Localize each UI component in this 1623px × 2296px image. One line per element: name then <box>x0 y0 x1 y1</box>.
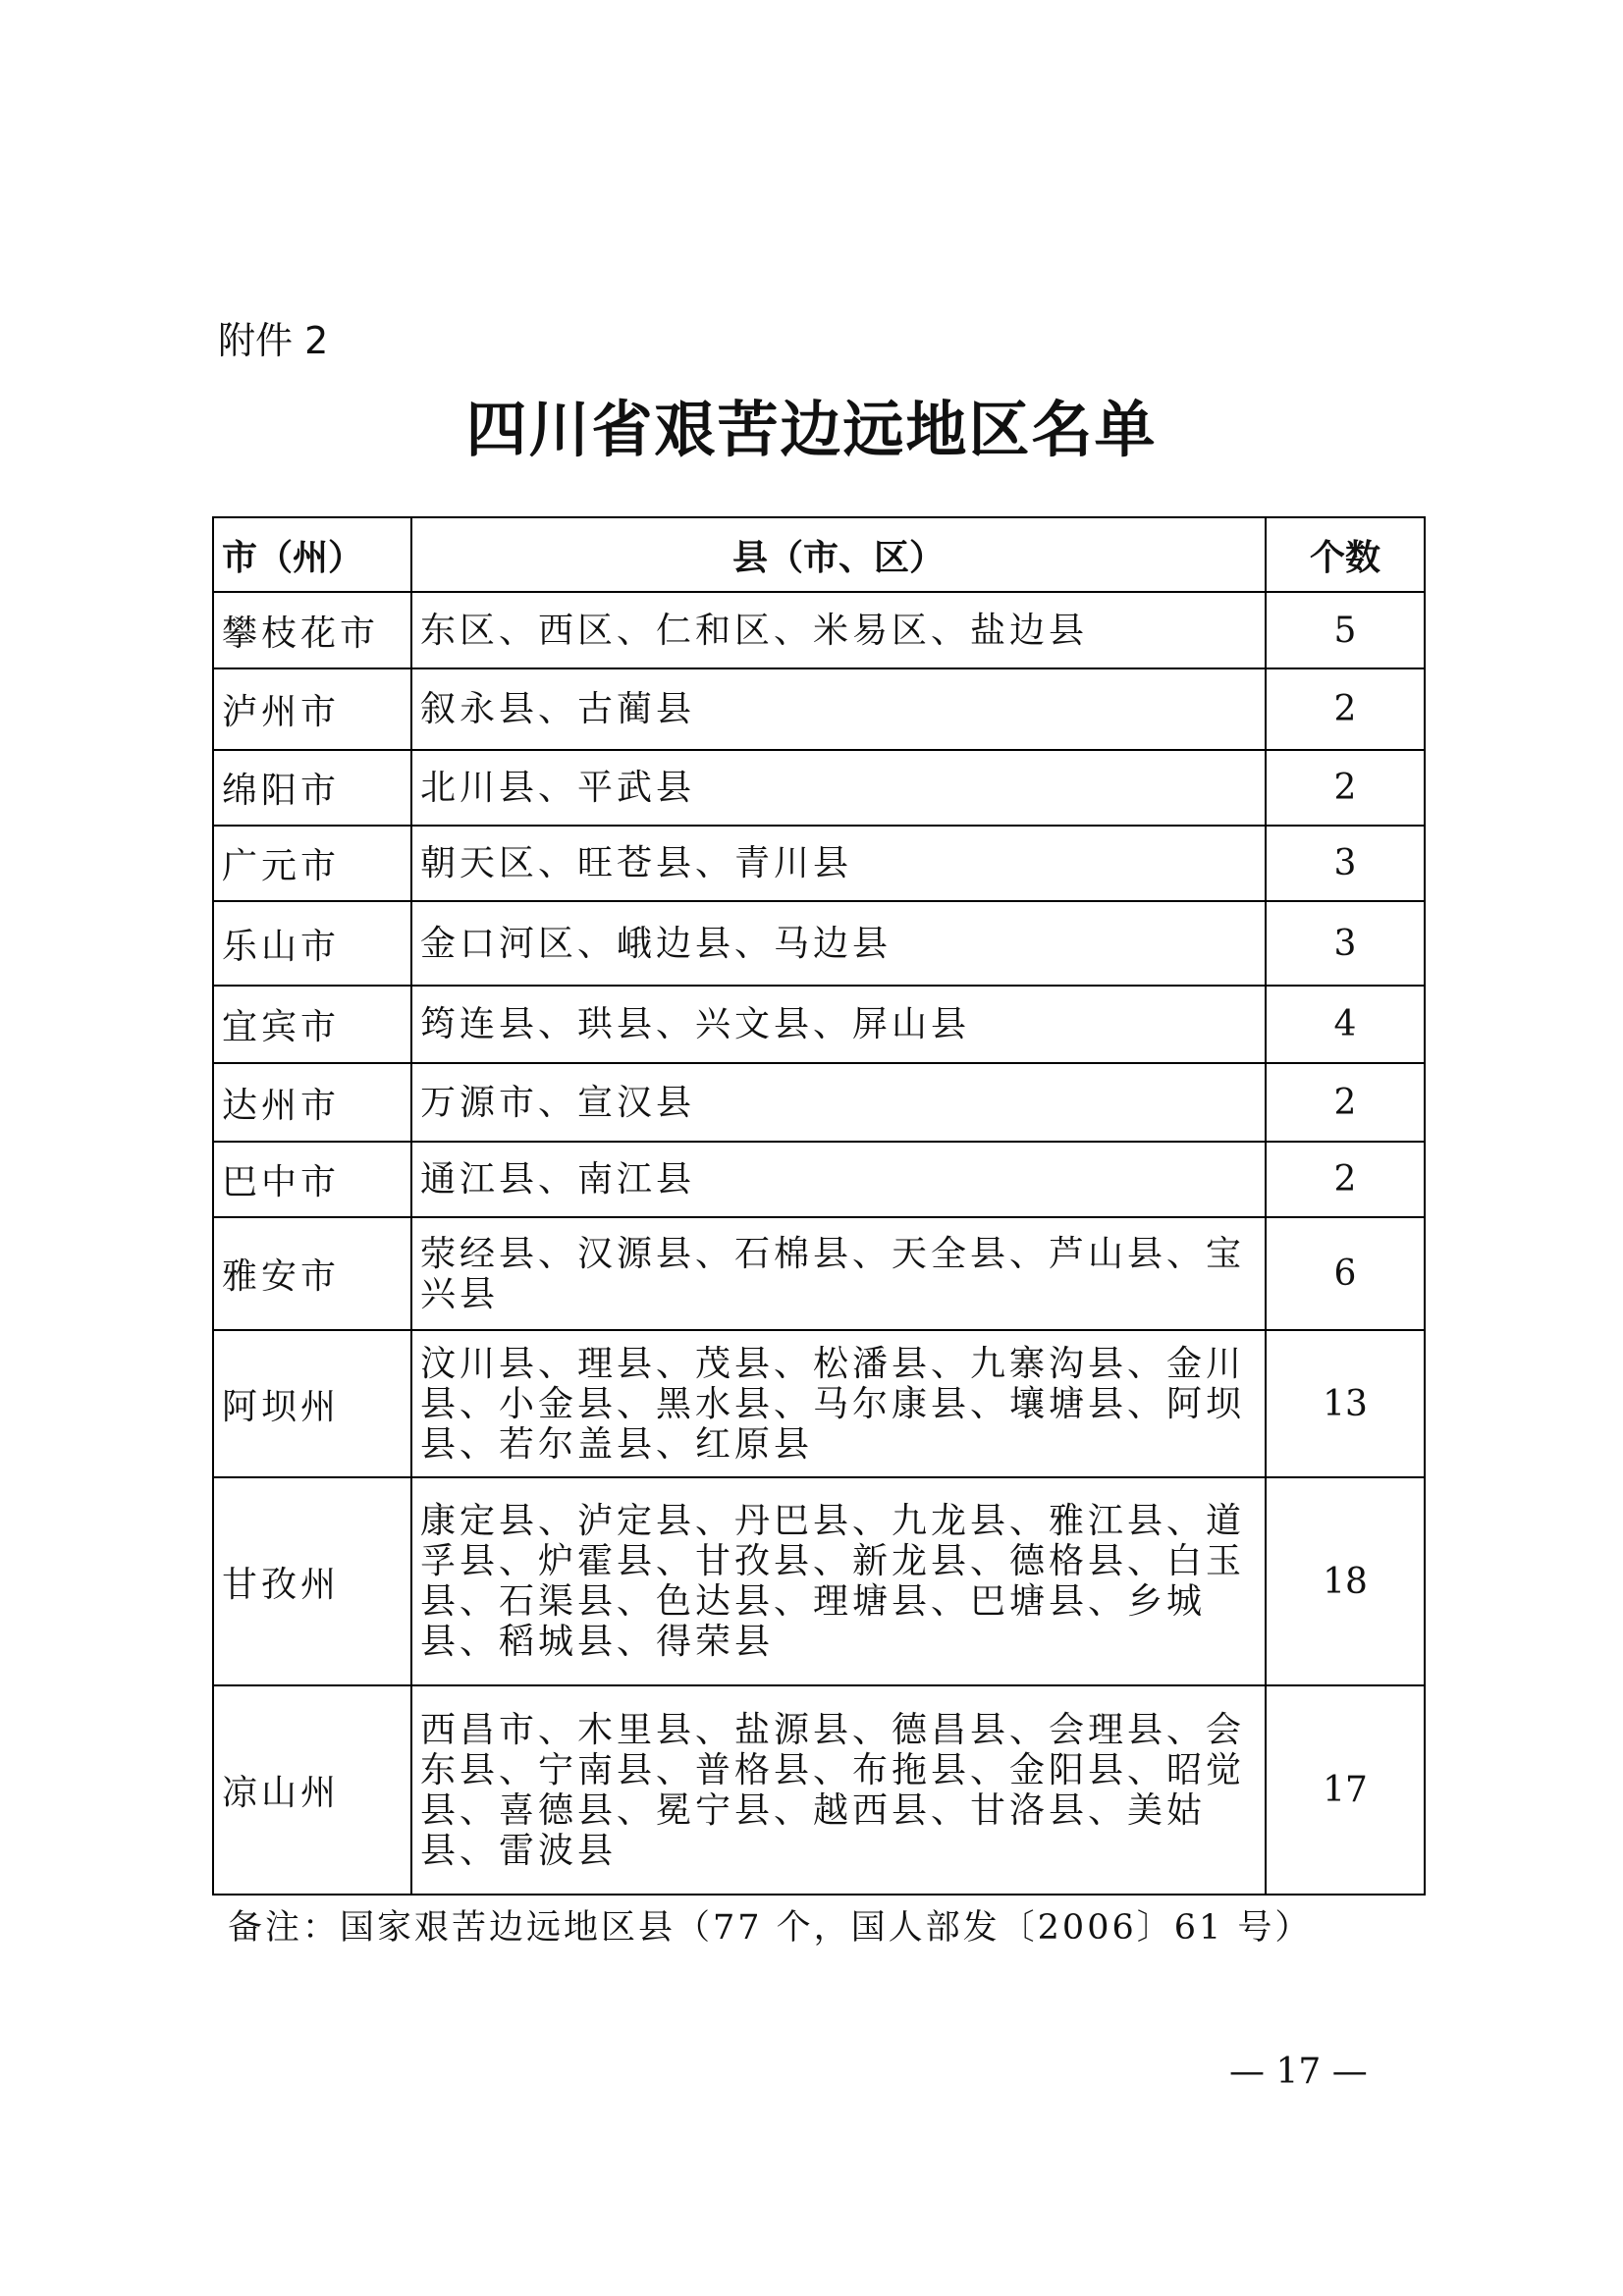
table-row <box>213 1142 1425 1217</box>
row-city: 绵阳市 <box>213 750 411 826</box>
row-count: 13 <box>1266 1330 1425 1477</box>
row-counties: 荥经县、汉源县、石棉县、天全县、芦山县、宝兴县 <box>411 1217 1266 1330</box>
row-city: 乐山市 <box>213 901 411 986</box>
row-count: 18 <box>1266 1477 1425 1685</box>
header-count: 个数 <box>1266 517 1425 592</box>
attachment-label: 附件 2 <box>218 319 329 362</box>
row-city: 凉山州 <box>213 1685 411 1895</box>
table-row <box>213 1063 1425 1142</box>
table-row <box>213 826 1425 901</box>
row-count: 3 <box>1266 901 1425 986</box>
row-city: 甘孜州 <box>213 1477 411 1685</box>
row-count: 17 <box>1266 1685 1425 1895</box>
row-counties: 通江县、南江县 <box>411 1142 1266 1217</box>
table-row <box>213 986 1425 1063</box>
row-count: 5 <box>1266 592 1425 668</box>
row-city: 泸州市 <box>213 668 411 750</box>
table-row <box>213 1330 1425 1477</box>
row-count: 3 <box>1266 826 1425 901</box>
row-counties: 西昌市、木里县、盐源县、德昌县、会理县、会东县、宁南县、普格县、布拖县、金阳县、昭觉县、喜德县、冕宁县、越西县、甘洛县、美姑县、雷波县 <box>411 1685 1266 1895</box>
row-counties: 汶川县、理县、茂县、松潘县、九寨沟县、金川县、小金县、黑水县、马尔康县、壤塘县、阿坝县、若尔盖县、红原县 <box>411 1330 1266 1477</box>
row-count: 2 <box>1266 1142 1425 1217</box>
table-row <box>213 1217 1425 1330</box>
header-city: 市（州） <box>213 517 411 592</box>
header-counties: 县（市、区） <box>411 517 1266 592</box>
row-city: 广元市 <box>213 826 411 901</box>
row-city: 巴中市 <box>213 1142 411 1217</box>
table-row <box>213 1477 1425 1685</box>
row-city: 攀枝花市 <box>213 592 411 668</box>
row-counties: 万源市、宣汉县 <box>411 1063 1266 1142</box>
table-row <box>213 750 1425 826</box>
table-header-row <box>213 517 1425 592</box>
row-counties: 康定县、泸定县、丹巴县、九龙县、雅江县、道孚县、炉霍县、甘孜县、新龙县、德格县、白玉县、石渠县、色达县、理塘县、巴塘县、乡城县、稻城县、得荣县 <box>411 1477 1266 1685</box>
table-row <box>213 1685 1425 1895</box>
page-number: — 17 — <box>1229 2052 1368 2092</box>
table-row <box>213 592 1425 668</box>
table-row <box>213 668 1425 750</box>
row-city: 达州市 <box>213 1063 411 1142</box>
row-counties: 北川县、平武县 <box>411 750 1266 826</box>
table-row <box>213 901 1425 986</box>
remote-areas-table <box>212 516 1426 1896</box>
row-count: 2 <box>1266 668 1425 750</box>
row-city: 阿坝州 <box>213 1330 411 1477</box>
row-city: 雅安市 <box>213 1217 411 1330</box>
footnote: 备注：国家艰苦边远地区县（77 个，国人部发〔2006〕61 号） <box>228 1908 1313 1948</box>
row-count: 4 <box>1266 986 1425 1063</box>
row-counties: 叙永县、古蔺县 <box>411 668 1266 750</box>
row-counties: 筠连县、珙县、兴文县、屏山县 <box>411 986 1266 1063</box>
row-count: 2 <box>1266 1063 1425 1142</box>
row-counties: 东区、西区、仁和区、米易区、盐边县 <box>411 592 1266 668</box>
row-counties: 朝天区、旺苍县、青川县 <box>411 826 1266 901</box>
row-counties: 金口河区、峨边县、马边县 <box>411 901 1266 986</box>
row-count: 2 <box>1266 750 1425 826</box>
row-count: 6 <box>1266 1217 1425 1330</box>
row-city: 宜宾市 <box>213 986 411 1063</box>
document-title: 四川省艰苦边远地区名单 <box>465 394 1158 465</box>
